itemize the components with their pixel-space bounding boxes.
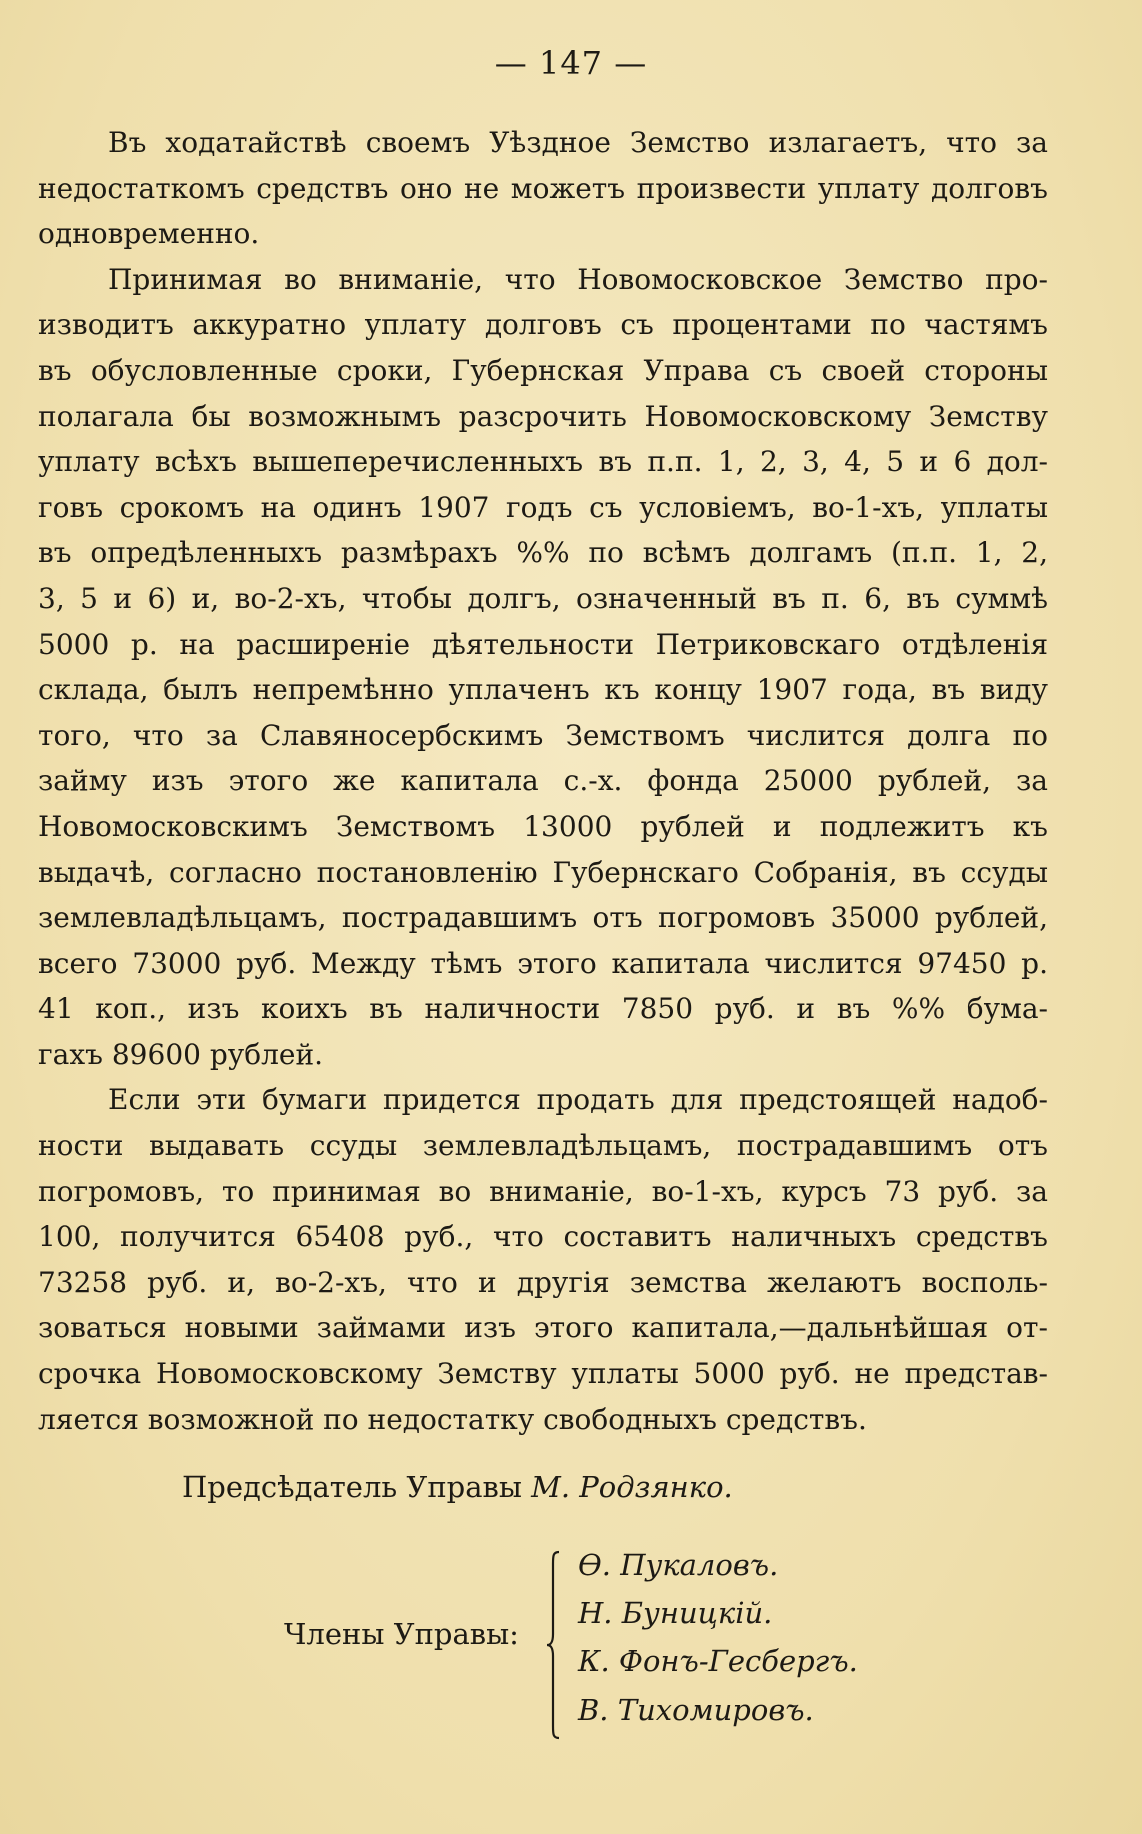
member-name: Ѳ. Пукаловъ. (578, 1548, 779, 1582)
text-line: Принимая во вниманіе, что Новомосковское Земство про- (108, 262, 1048, 296)
text-line: склада, былъ непремѣнно уплаченъ къ концу 1907 года, въ виду (38, 673, 1048, 707)
body-text (38, 120, 1048, 1442)
curly-brace-icon (545, 1550, 565, 1740)
paragraph-1 (38, 120, 1048, 257)
text-line: въ обусловленные сроки, Губернская Управа съ своей стороны (38, 353, 1048, 387)
text-line: Въ ходатайствѣ своемъ Уѣздное Земство излагаетъ, что за (108, 126, 1048, 159)
text-line: Новомосковскимъ Земствомъ 13000 рублей и подлежитъ къ (38, 809, 1048, 843)
text-line: выдачѣ, согласно постановленію Губернскаго Собранія, въ ссуды (38, 855, 1048, 889)
chairman-signature (182, 1470, 733, 1504)
member-name: В. Тихомировъ. (578, 1693, 814, 1727)
paragraph-3 (38, 1077, 1048, 1442)
text-line: 100, получится 65408 руб., что составитъ наличныхъ средствъ (38, 1220, 1048, 1254)
member-name: К. Фонъ-Гесбергъ. (578, 1644, 858, 1678)
text-line: говъ срокомъ на одинъ 1907 годъ съ условіемъ, во-1-хъ, уплаты (38, 490, 1048, 524)
text-line: займу изъ этого же капитала с.-х. фонда 25000 рублей, за (38, 764, 1048, 798)
text-line: одновременно. (38, 217, 260, 251)
chairman-title: Предсѣдатель Управы (182, 1470, 522, 1504)
text-line: землевладѣльцамъ, пострадавшимъ отъ погромовъ 35000 рублей, (38, 901, 1048, 935)
text-line: ности выдавать ссуды землевладѣльцамъ, пострадавшимъ отъ (38, 1129, 1048, 1163)
text-line: 5000 р. на расширеніе дѣятельности Петриковскаго отдѣленія (38, 627, 1048, 661)
text-line: въ опредѣленныхъ размѣрахъ %% по всѣмъ долгамъ (п.п. 1, 2, (38, 536, 1048, 570)
text-line: 3, 5 и 6) и, во-2-хъ, чтобы долгъ, означенный въ п. 6, въ суммѣ (38, 581, 1048, 615)
text-line: полагала бы возможнымъ разсрочить Новомосковскому Земству (38, 399, 1048, 433)
text-line: погромовъ, то принимая во вниманіе, во-1-хъ, курсъ 73 руб. за (38, 1174, 1048, 1208)
chairman-name: М. Родзянко. (531, 1470, 733, 1504)
text-line: недостаткомъ средствъ оно не можетъ произвести уплату долговъ (38, 171, 1048, 205)
text-line: Если эти бумаги придется продать для предстоящей надоб- (108, 1083, 1048, 1117)
member-name: Н. Буницкій. (578, 1596, 773, 1630)
text-line: 41 коп., изъ коихъ въ наличности 7850 руб. и въ %% бума- (38, 992, 1048, 1026)
text-line: того, что за Славяносербскимъ Земствомъ числится долга по (38, 718, 1048, 752)
text-line: гахъ 89600 рублей. (38, 1037, 324, 1071)
text-line: ляется возможной по недостатку свободныхъ средствъ. (38, 1402, 867, 1436)
page-number: — 147 — (494, 44, 648, 82)
text-line: уплату всѣхъ вышеперечисленныхъ въ п.п. 1, 2, 3, 4, 5 и 6 дол- (38, 445, 1048, 479)
text-line: всего 73000 руб. Между тѣмъ этого капитала числится 97450 р. (38, 946, 1048, 980)
paragraph-2 (38, 257, 1048, 1078)
members-label: Члены Управы: (284, 1617, 519, 1651)
text-line: зоваться новыми займами изъ этого капитала,—дальнѣйшая от- (38, 1311, 1048, 1345)
text-line: 73258 руб. и, во-2-хъ, что и другія земства желаютъ восполь- (38, 1265, 1048, 1299)
text-line: изводитъ аккуратно уплату долговъ съ процентами по частямъ (38, 308, 1048, 342)
text-line: срочка Новомосковскому Земству уплаты 5000 руб. не представ- (38, 1357, 1048, 1391)
